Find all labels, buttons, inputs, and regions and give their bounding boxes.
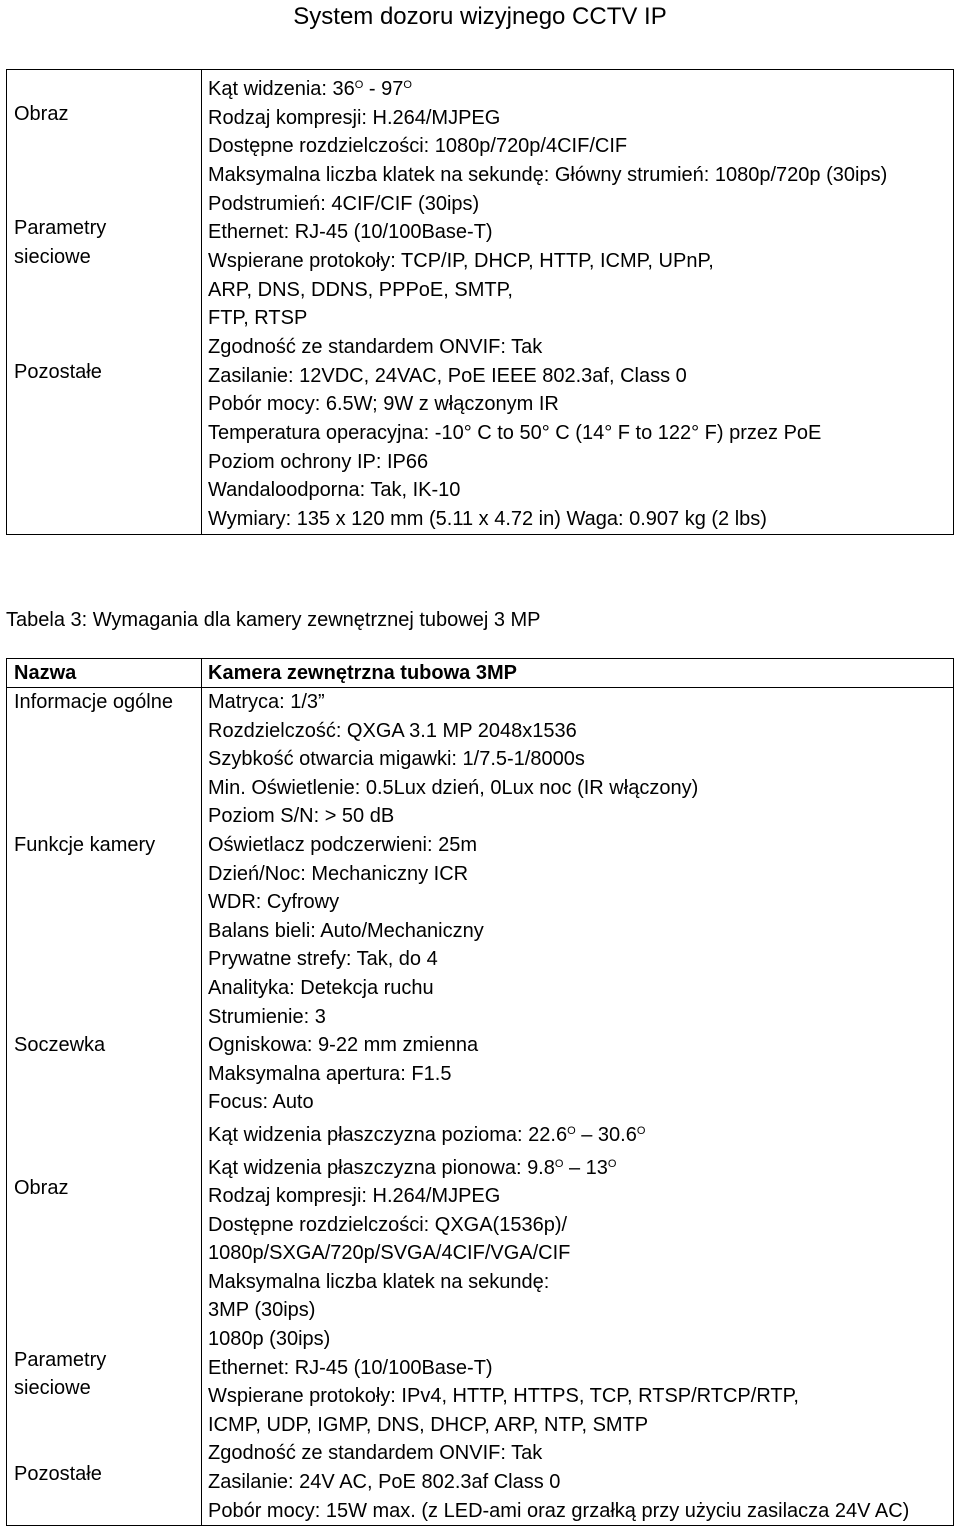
- label-spacer: [7, 128, 201, 157]
- spec-table-tube-camera: [6, 658, 954, 1526]
- spec-line: Ethernet: RJ-45 (10/100Base-T): [208, 1356, 493, 1379]
- label-spacer: [7, 472, 201, 501]
- spec-line: Szybkość otwarcia migawki: 1/7.5-1/8000s: [208, 748, 585, 771]
- name-label: Nazwa: [14, 662, 77, 684]
- spec-line: Wspierane protokoły: IPv4, HTTP, HTTPS, TCP, RTSP/RTCP/RTP,: [208, 1385, 799, 1408]
- spec-line: Balans bieli: Auto/Mechaniczny: [208, 919, 484, 942]
- spec-line: Poziom S/N: > 50 dB: [208, 805, 395, 828]
- name-label-cell: [7, 659, 202, 688]
- section-label: Soczewka: [14, 1034, 106, 1057]
- section-label: Pozostałe: [14, 1463, 102, 1486]
- spec-table-continued: [6, 69, 954, 535]
- section-label: Obraz: [14, 1177, 69, 1200]
- spec-line: Strumienie: 3: [208, 1005, 326, 1028]
- page-header: [0, 0, 960, 34]
- label-spacer: [7, 1231, 201, 1260]
- label-spacer: [7, 1060, 201, 1089]
- spec-line: Zasilanie: 12VDC, 24VAC, PoE IEEE 802.3af, Class 0: [208, 364, 687, 387]
- spec-line: Zgodność ze standardem ONVIF: Tak: [208, 336, 543, 359]
- spec-line: Kąt widzenia płaszczyzna pionowa: $9.8^O - 13^O$: [208, 1156, 617, 1179]
- label-spacer: [7, 860, 201, 889]
- section-label: Parametry: [14, 1348, 107, 1371]
- spec-line: Temperatura operacyjna: -10° C to 50° C (14° F to 122° F) przez PoE: [208, 422, 822, 445]
- page-title: System dozoru wizyjnego CCTV IP: [293, 3, 667, 30]
- value-column: [202, 688, 954, 1526]
- spec-line: Min. Oświetlenie: 0.5Lux dzień, 0Lux noc (IR włączony): [208, 776, 699, 799]
- spec-line: Pobór mocy: 15W max. (z LED-ami oraz grzałką przy użyciu zasilacza 24V AC): [208, 1499, 910, 1522]
- label-spacer: [7, 774, 201, 803]
- spec-line: ARP, DNS, DDNS, PPPoE, SMTP,: [208, 278, 513, 301]
- label-spacer: [7, 501, 201, 530]
- label-spacer: [7, 415, 201, 444]
- spec-line: Zgodność ze standardem ONVIF: Tak: [208, 1442, 543, 1465]
- label-spacer: [7, 974, 201, 1003]
- degree-mark: O: [354, 79, 364, 91]
- section-label: sieciowe: [14, 1377, 91, 1400]
- label-spacer: [7, 1431, 201, 1460]
- label-spacer: [7, 272, 201, 301]
- label-spacer: [7, 300, 201, 329]
- label-column: [7, 688, 202, 1526]
- spec-line: Rodzaj kompresji: H.264/MJPEG: [208, 1185, 501, 1208]
- spec-line: Wspierane protokoły: TCP/IP, DHCP, HTTP, ICMP, UPnP,: [208, 250, 714, 273]
- spec-line: 1080p (30ips): [208, 1328, 331, 1351]
- label-spacer: [7, 1288, 201, 1317]
- spec-line: ICMP, UDP, IGMP, DNS, DHCP, ARP, NTP, SMTP: [208, 1413, 649, 1436]
- label-spacer: [7, 386, 201, 415]
- spec-line: Maksymalna liczba klatek na sekundę: Główny strumień: 1080p/720p (30ips): [208, 164, 888, 187]
- section-label: sieciowe: [14, 246, 91, 269]
- spec-line: Rozdzielczość: QXGA 3.1 MP 2048x1536: [208, 719, 577, 742]
- label-spacer: [7, 1203, 201, 1232]
- spec-line: Matryca: 1/3”: [208, 691, 325, 713]
- table-caption: Tabela 3: Wymagania dla kamery zewnętrznej tubowej 3 MP: [6, 609, 541, 631]
- label-spacer: [7, 1146, 201, 1175]
- name-value: Kamera zewnętrzna tubowa 3MP: [208, 662, 517, 684]
- spec-line: Kąt widzenia płaszczyzna pozioma: $22.6^O - 30.6^O$: [208, 1123, 646, 1146]
- spec-line: 1080p/SXGA/720p/SVGA/4CIF/VGA/CIF: [208, 1242, 571, 1265]
- degree-mark: O: [567, 1124, 576, 1137]
- value-column: [202, 70, 954, 535]
- spec-line: Kąt widzenia: $36^O - 97^O$: [208, 78, 412, 100]
- label-spacer: [7, 717, 201, 746]
- label-spacer: [7, 157, 201, 186]
- section-label: Informacje ogólne: [14, 691, 173, 713]
- spec-line: Ogniskowa: 9-22 mm zmienna: [208, 1034, 479, 1057]
- spec-line: FTP, RTSP: [208, 307, 308, 330]
- section-label: Pozostałe: [14, 360, 102, 383]
- spec-line: Podstrumień: 4CIF/CIF (30ips): [208, 192, 480, 215]
- label-spacer: [7, 1260, 201, 1289]
- label-spacer: [7, 444, 201, 473]
- spec-line: Pobór mocy: 6.5W; 9W z włączonym IR: [208, 393, 559, 416]
- spec-line: 3MP (30ips): [208, 1299, 316, 1322]
- spec-line: Wandaloodporna: Tak, IK-10: [208, 479, 461, 502]
- spec-line: Ethernet: RJ-45 (10/100Base-T): [208, 221, 493, 244]
- label-spacer: [7, 71, 201, 100]
- spec-line: Zasilanie: 24V AC, PoE 802.3af Class 0: [208, 1471, 561, 1494]
- spec-line: Focus: Auto: [208, 1091, 314, 1114]
- section-label: Funkcje kamery: [14, 833, 156, 856]
- label-spacer: [7, 802, 201, 831]
- label-spacer: [7, 1117, 201, 1146]
- spec-line: Dostępne rozdzielczości: 1080p/720p/4CIF/CIF: [208, 135, 628, 158]
- label-spacer: [7, 1403, 201, 1432]
- label-spacer: [7, 329, 201, 358]
- label-spacer: [7, 1088, 201, 1117]
- label-spacer: [7, 1317, 201, 1346]
- section-label: Parametry: [14, 217, 107, 240]
- spec-line: Oświetlacz podczerwieni: 25m: [208, 833, 477, 856]
- spec-line: Poziom ochrony IP: IP66: [208, 450, 429, 473]
- spec-line: Dzień/Noc: Mechaniczny ICR: [208, 862, 469, 885]
- spec-line: Dostępne rozdzielczości: QXGA(1536p)/: [208, 1213, 568, 1236]
- label-spacer: [7, 745, 201, 774]
- label-spacer: [7, 888, 201, 917]
- spec-line: Analityka: Detekcja ruchu: [208, 976, 434, 999]
- spec-line: Maksymalna apertura: F1.5: [208, 1062, 452, 1085]
- label-spacer: [7, 917, 201, 946]
- label-spacer: [7, 186, 201, 215]
- degree-mark: O: [607, 1157, 617, 1170]
- degree-mark: O: [403, 79, 412, 91]
- spec-line: Wymiary: 135 x 120 mm (5.11 x 4.72 in) Waga: 0.907 kg (2 lbs): [208, 508, 767, 531]
- label-spacer: [7, 1003, 201, 1032]
- label-spacer: [7, 945, 201, 974]
- spec-line: WDR: Cyfrowy: [208, 891, 340, 914]
- section-label: Obraz: [14, 102, 69, 125]
- spec-line: Rodzaj kompresji: H.264/MJPEG: [208, 106, 501, 129]
- label-spacer: [7, 1489, 201, 1518]
- degree-mark: O: [554, 1157, 564, 1170]
- spec-line: Prywatne strefy: Tak, do 4: [208, 948, 438, 971]
- spec-line: Maksymalna liczba klatek na sekundę:: [208, 1270, 550, 1293]
- label-column: [7, 70, 202, 535]
- degree-mark: O: [636, 1124, 646, 1137]
- name-value-cell: [202, 659, 954, 688]
